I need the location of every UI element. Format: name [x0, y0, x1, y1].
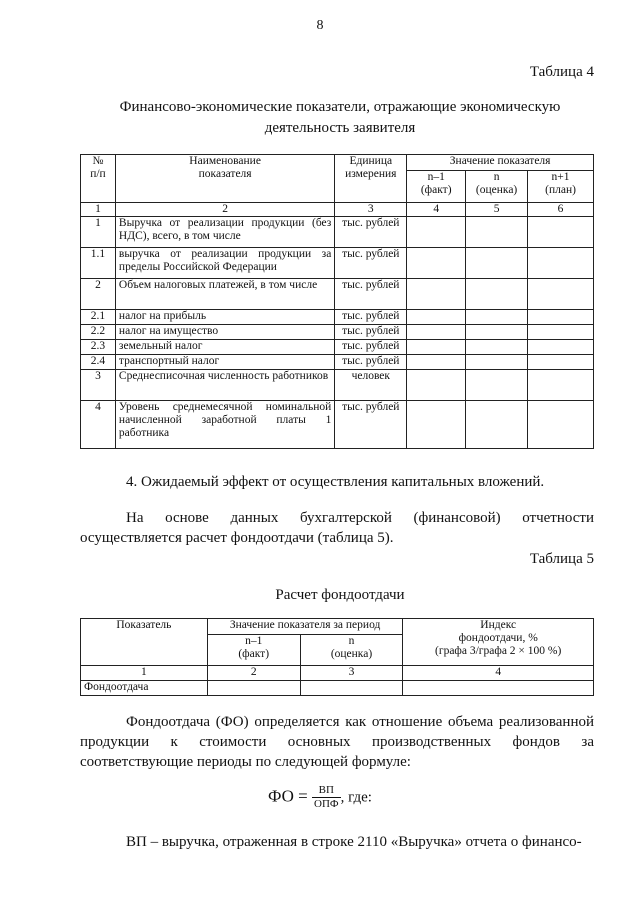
t4-header-period-1: n–1 (факт)	[407, 171, 466, 203]
row-value-cell	[403, 681, 594, 696]
row-value-cell	[407, 279, 466, 310]
t4-header-period-2: n (оценка)	[466, 171, 528, 203]
table5	[80, 618, 594, 696]
row-value-cell	[407, 401, 466, 449]
formula-numerator: ВП	[312, 784, 341, 798]
row-value-cell	[466, 325, 528, 340]
t5-colnum: 2	[207, 666, 300, 681]
row-unit: тыс. рублей	[335, 355, 407, 370]
t4-colnum: 2	[115, 203, 334, 217]
t5-header-period-1: n–1 (факт)	[207, 635, 300, 666]
row-number: 1.1	[81, 248, 116, 279]
row-value-cell	[528, 355, 594, 370]
table5-label: Таблица 5	[529, 551, 594, 567]
table4-title-line1: Финансово-экономические показатели, отражающие экономическую	[119, 99, 561, 115]
t5-header-indicator: Показатель	[81, 619, 208, 666]
row-name: налог на имущество	[115, 325, 334, 340]
row-number: 2.4	[81, 355, 116, 370]
table-row	[81, 355, 594, 370]
table-row	[81, 681, 594, 696]
t4-header-value: Значение показателя	[407, 155, 594, 171]
row-value-cell	[407, 325, 466, 340]
formula-fraction	[312, 784, 341, 811]
row-value-cell	[407, 340, 466, 355]
t4-colnum: 3	[335, 203, 407, 217]
row-number: 4	[81, 401, 116, 449]
table4-title	[80, 97, 600, 139]
row-value-cell	[407, 248, 466, 279]
table4	[80, 154, 594, 449]
row-name: Объем налоговых платежей, в том числе	[115, 279, 334, 310]
formula-suffix: , где:	[340, 789, 372, 806]
row-value-cell	[466, 401, 528, 449]
row-value-cell	[300, 681, 403, 696]
row-value-cell	[528, 279, 594, 310]
t5-colnum: 1	[81, 666, 208, 681]
row-name: выручка от реализации продукции за пределы Российской Федерации	[115, 248, 334, 279]
fo-paragraph: Фондоотдача (ФО) определяется как отношение объема реализованной продукции к стоимости основных производственных фондов за соответствующие периоды по следующей формуле:	[80, 714, 594, 770]
table-row	[81, 325, 594, 340]
row-unit: тыс. рублей	[335, 401, 407, 449]
row-value-cell	[466, 217, 528, 248]
t5-colnum: 3	[300, 666, 403, 681]
section4-paragraph: На основе данных бухгалтерской (финансовой) отчетности осуществляется расчет фондоотдачи (таблица 5).	[80, 510, 594, 546]
row-unit: человек	[335, 370, 407, 401]
table-row	[81, 401, 594, 449]
vp-definition-line: ВП – выручка, отраженная в строке 2110 «Выручка» отчета о финансо-	[126, 834, 582, 850]
row-value-cell	[407, 217, 466, 248]
table-row	[81, 279, 594, 310]
row-unit: тыс. рублей	[335, 279, 407, 310]
table-row	[81, 370, 594, 401]
row-value-cell	[466, 310, 528, 325]
row-unit: тыс. рублей	[335, 340, 407, 355]
t4-colnum: 6	[528, 203, 594, 217]
row-value-cell	[466, 279, 528, 310]
t4-colnum: 5	[466, 203, 528, 217]
t5-colnum: 4	[403, 666, 594, 681]
row-value-cell	[407, 355, 466, 370]
formula	[0, 784, 640, 811]
t5-header-index: Индекс фондоотдачи, % (графа 3/графа 2 × 100 %)	[403, 619, 594, 666]
row-number: 2.2	[81, 325, 116, 340]
row-unit: тыс. рублей	[335, 217, 407, 248]
page-number: 8	[316, 18, 324, 33]
row-value-cell	[466, 355, 528, 370]
row-number: 2	[81, 279, 116, 310]
row-number: 1	[81, 217, 116, 248]
row-value-cell	[528, 370, 594, 401]
table-row	[81, 217, 594, 248]
t4-header-period-3: n+1 (план)	[528, 171, 594, 203]
row-value-cell	[466, 248, 528, 279]
row-name: Выручка от реализации продукции (без НДС), всего, в том числе	[115, 217, 334, 248]
table5-title: Расчет фондоотдачи	[275, 587, 405, 603]
row-value-cell	[528, 310, 594, 325]
t5-header-period-2: n (оценка)	[300, 635, 403, 666]
row-value-cell	[528, 401, 594, 449]
row-value-cell	[407, 370, 466, 401]
row-value-cell	[528, 217, 594, 248]
row-unit: тыс. рублей	[335, 310, 407, 325]
row-value-cell	[407, 310, 466, 325]
table-row	[81, 310, 594, 325]
row-number: 2.1	[81, 310, 116, 325]
t5-row-label: Фондоотдача	[81, 681, 208, 696]
table4-label: Таблица 4	[529, 64, 594, 80]
formula-denominator: ОПФ	[314, 798, 339, 810]
section4-heading: 4. Ожидаемый эффект от осуществления капитальных вложений.	[126, 474, 545, 490]
row-value-cell	[528, 248, 594, 279]
t4-colnum: 1	[81, 203, 116, 217]
row-name: Уровень среднемесячной номинальной начисленной заработной платы 1 работника	[115, 401, 334, 449]
row-value-cell	[466, 340, 528, 355]
t4-header-unit: Единица измерения	[335, 155, 407, 203]
table-row	[81, 248, 594, 279]
row-name: Среднесписочная численность работников	[115, 370, 334, 401]
row-name: транспортный налог	[115, 355, 334, 370]
row-value-cell	[207, 681, 300, 696]
table-row	[81, 340, 594, 355]
row-unit: тыс. рублей	[335, 325, 407, 340]
row-number: 3	[81, 370, 116, 401]
t5-header-value: Значение показателя за период	[207, 619, 403, 635]
table4-title-line2: деятельность заявителя	[264, 120, 416, 136]
row-value-cell	[528, 340, 594, 355]
t4-colnum: 4	[407, 203, 466, 217]
formula-lhs: ФО =	[268, 786, 308, 806]
row-number: 2.3	[81, 340, 116, 355]
row-name: налог на прибыль	[115, 310, 334, 325]
row-name: земельный налог	[115, 340, 334, 355]
row-value-cell	[466, 370, 528, 401]
t4-header-name: Наименование показателя	[115, 155, 334, 203]
t4-header-num: № п/п	[81, 155, 116, 203]
row-value-cell	[528, 325, 594, 340]
row-unit: тыс. рублей	[335, 248, 407, 279]
